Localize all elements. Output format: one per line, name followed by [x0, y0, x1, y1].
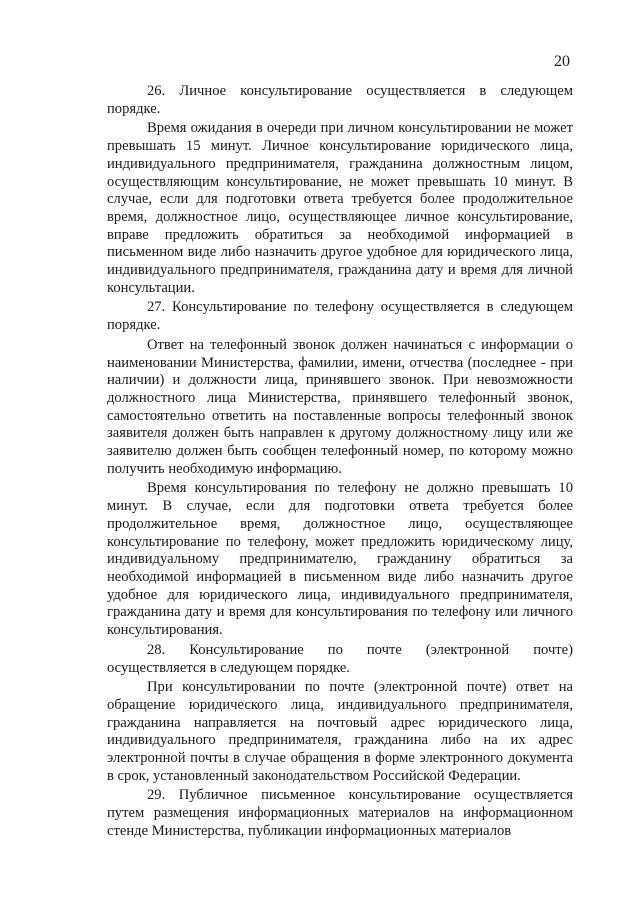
- document-body: [107, 83, 573, 843]
- paragraph-27-body-1: Ответ на телефонный звонок должен начинаться с информации о наименовании Министерства, фамилии, имени, отчества (последнее - при наличии) и должности лица, принявшего звонок. При невозможности должностного лица Министерства, принявшего телефонный звонок, самостоятельно ответить на поставленные вопросы телефонный звонок заявителя должен быть направлен к другому должностному лицу или же заявителю должен быть сообщен телефонный номер, по которому можно получить необходимую информацию.: [107, 336, 573, 477]
- paragraph-27-title: 27. Консультирование по телефону осуществляется в следующем порядке.: [107, 299, 573, 334]
- paragraph-28-body: При консультировании по почте (электронной почте) ответ на обращение юридического лица, индивидуального предпринимателя, гражданина направляется на почтовый адрес юридического лица, индивидуального предпринимателя, гражданина либо на их адрес электронной почты в случае обращения в форме электронного документа в срок, установленный законодательством Российской Федерации.: [107, 679, 573, 784]
- paragraph-29-title: 29. Публичное письменное консультирование осуществляется путем размещения информационных материалов на информационном стенде Министерства, публикации информационных материалов: [107, 787, 573, 839]
- paragraph-26-title: 26. Личное консультирование осуществляется в следующем порядке.: [107, 83, 573, 117]
- paragraph-27-body-2: Время консультирования по телефону не должно превышать 10 минут. В случае, если для подготовки ответа требуется более продолжительное время, должностное лицо, осуществляющее консультирование по телефону, может предложить юридическому лицу, индивидуальному предпринимателю, гражданину обратиться за необходимой информацией в письменном виде либо назначить другое удобное для юридического лица, индивидуального предпринимателя, гражданина дату и время для консультирования по телефону или личного консультирования.: [107, 480, 573, 639]
- paragraph-26-body: Время ожидания в очереди при личном консультировании не может превышать 15 минут. Личное консультирование юридического лица, индивидуального предпринимателя, гражданина должностным лицом, осуществляющим консультирование, не может превышать 10 минут. В случае, если для подготовки ответа требуется более продолжительное время, должностное лицо, осуществляющее личное консультирование, вправе предложить обратиться за необходимой информацией в письменном виде либо назначить другое удобное для юридического лица, индивидуального предпринимателя, гражданина дату и время для личной консультации.: [107, 120, 573, 296]
- page-number: 20: [554, 53, 570, 70]
- paragraph-28-title: 28. Консультирование по почте (электронной почте) осуществляется в следующем порядке.: [107, 641, 573, 676]
